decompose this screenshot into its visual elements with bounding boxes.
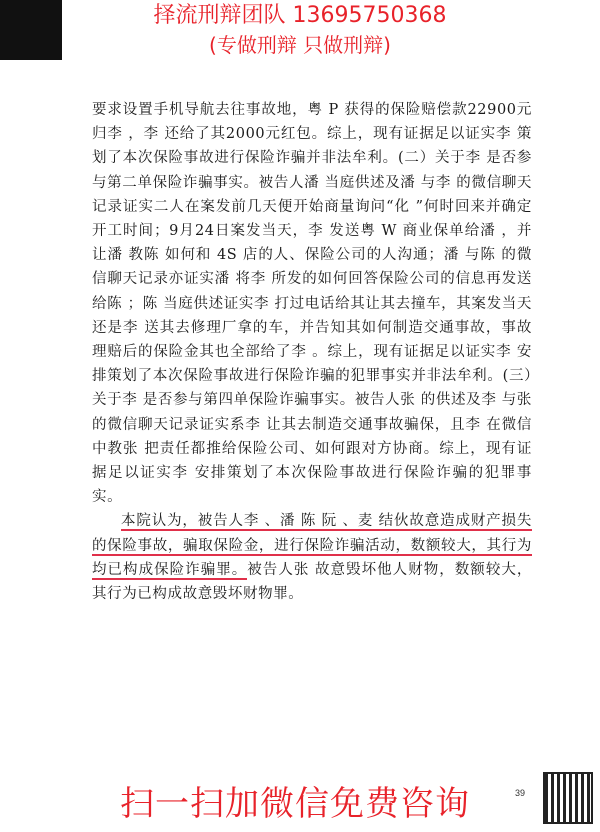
- paragraph-2-rest: 被告人张 故意毁坏他人财物，数额较大，其行为已构成故意毁坏财物罪。: [92, 561, 532, 603]
- paragraph-1: 要求设置手机导航去往事故地，粤 P 获得的保险赔偿款22900元归李 ，李 还给了其2000元红包。综上，现有证据足以证实李 策划了本次保险事故进行保险诈骗并非法牟利。(二）关于李 是否参与第二单保险诈骗事实。被告人潘 当庭供述及潘 与李 的微信聊天记录证实二人在案发前几天便开始商量询问“化 ”何时回来并确定开工时间；9月24日案发当天，李 发送粤 W 商业保单给潘 ，并让潘 教陈 如何和 4S 店的人、保险公司的人沟通；潘 与陈 的微信聊天记录亦证实潘 将李 所发的如何回答保险公司的信息再发送给陈 ；陈 当庭供述证实李 打过电话给其让其去撞车，其案发当天还是李 送其去修理厂拿的车，并告知其如何制造交通事故，事故理赔后的保险金其也全部给了李 。综上，现有证据足以证实李 安排策划了本次保险事故进行保险诈骗的犯罪事实并非法牟利。(三）关于李 是否参与第四单保险诈骗事实。被告人张 的供述及李 与张 的微信聊天记录证实系李 让其去制造交通事故骗保，且李 在微信中教张 把责任都推给保险公司、如何跟对方协商。综上，现有证据足以证实李 安排策划了本次保险事故进行保险诈骗的犯罪事实。: [92, 102, 532, 506]
- header-tagline: (专做刑辩 只做刑辩): [209, 33, 391, 57]
- footer-cta: 扫一扫加微信免费咨询: [120, 784, 470, 824]
- qr-code[interactable]: [543, 772, 593, 824]
- paragraph-2: [92, 509, 532, 606]
- header-contact: 择流刑辩团队 13695750368: [153, 3, 447, 28]
- header-banner: [120, 2, 480, 60]
- highlighted-conclusion: 本院认为，被告人李 、潘 陈 阮 、麦 结伙故意造成财产损失的保险事故，骗取保险金，进行保险诈骗活动，数额较大，其行为均已构成保险诈骗罪。: [92, 513, 532, 578]
- logo: [0, 0, 62, 60]
- document-body: [92, 98, 532, 606]
- page-number: 39: [515, 788, 526, 798]
